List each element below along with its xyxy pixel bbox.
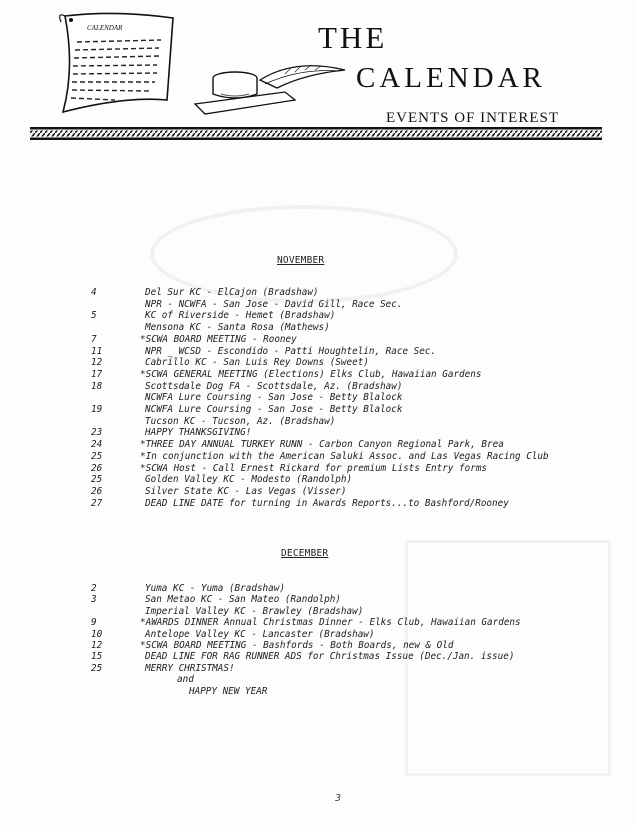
event-text: *SCWA Host - Call Ernest Rickard for premium Lists Entry forms [140,462,488,474]
event-text: *SCWA GENERAL MEETING (Elections) Elks Club, Hawaiian Gardens [140,368,482,380]
event-day: 12 [91,640,103,651]
event-text: DEAD LINE FOR RAG RUNNER ADS for Christmas Issue (Dec./Jan. issue) [145,651,515,663]
event-text: NPR _ WCSD - Escondido - Patti Houghtelin, Race Sec. [145,345,437,357]
event-day: 18 [91,380,103,392]
svg-text:CALENDAR: CALENDAR [87,24,123,32]
event-text: NCWFA Lure Coursing - San Jose - Betty Blalock [145,404,403,415]
event-text: *In conjunction with the American Saluki Assoc. and Las Vegas Racing Club [140,450,549,462]
event-text: Imperial Valley KC - Brawley (Bradshaw) [145,605,364,617]
event-text: and [177,674,194,686]
event-text: Tucson KC - Tucson, Az. (Bradshaw) [145,415,336,427]
header [0,0,637,150]
event-text: *THREE DAY ANNUAL TURKEY RUNN - Carbon Canyon Regional Park, Brea [140,439,504,451]
decorative-rule [30,127,602,140]
event-text: KC of Riverside - Hemet (Bradshaw) [145,310,336,322]
event-text: Mensona KC - Santa Rosa (Mathews) [145,322,330,334]
event-day: 2 [91,583,97,594]
event-day: 7 [91,333,97,345]
event-text: *SCWA BOARD MEETING - Bashfords - Both Boards, new & Old [140,640,454,651]
event-text: DEAD LINE DATE for turning in Awards Reports...to Bashford/Rooney [145,497,509,509]
event-text: San Metao KC - San Mateo (Randolph) [145,594,341,606]
subtitle: EVENTS OF INTEREST [386,110,559,126]
event-day: 4 [91,287,97,298]
december-heading: DECEMBER [281,548,329,559]
calendar-quill-illustration [55,8,355,128]
event-day: 5 [91,310,97,322]
event-text: NPR - NCWFA - San Jose - David Gill, Race Sec. [145,298,403,310]
event-day: 9 [91,617,97,629]
event-text: Scottsdale Dog FA - Scottsdale, Az. (Bradshaw) [145,380,403,392]
event-day: 25 [91,662,103,674]
event-day: 11 [91,345,103,357]
event-day: 19 [91,404,103,415]
event-text: Del Sur KC - ElCajon (Bradshaw) [145,287,319,298]
title-calendar: CALENDAR [356,62,546,94]
event-text: Antelope Valley KC - Lancaster (Bradshaw) [145,628,375,640]
event-text: HAPPY THANKSGIVING! [145,427,252,439]
event-text: Cabrillo KC - San Luis Rey Downs (Sweet) [145,357,369,369]
event-day: 26 [91,462,103,474]
november-heading: NOVEMBER [277,255,325,266]
event-text: HAPPY NEW YEAR [189,685,268,697]
event-day: 26 [91,485,103,497]
event-text: *AWARDS DINNER Annual Christmas Dinner - Elks Club, Hawaiian Gardens [140,617,521,629]
event-text: Silver State KC - Las Vegas (Visser) [145,485,347,497]
event-day: 23 [91,427,103,439]
event-text: NCWFA Lure Coursing - San Jose - Betty Blalock [145,392,403,404]
event-text: Golden Valley KC - Modesto (Randolph) [145,474,353,486]
title-the: THE [318,20,388,55]
event-day: 17 [91,368,103,380]
event-day: 15 [91,651,103,663]
event-day: 25 [91,474,103,486]
event-day: 10 [91,628,103,640]
event-text: MERRY CHRISTMAS! [145,662,235,674]
event-day: 27 [91,497,103,509]
page-number: 3 [335,793,342,804]
event-day: 12 [91,357,103,369]
event-day: 25 [91,450,103,462]
event-day: 24 [91,439,103,451]
event-text: *SCWA BOARD MEETING - Rooney [140,333,297,345]
event-day: 3 [91,594,97,606]
event-text: Yuma KC - Yuma (Bradshaw) [145,583,285,594]
